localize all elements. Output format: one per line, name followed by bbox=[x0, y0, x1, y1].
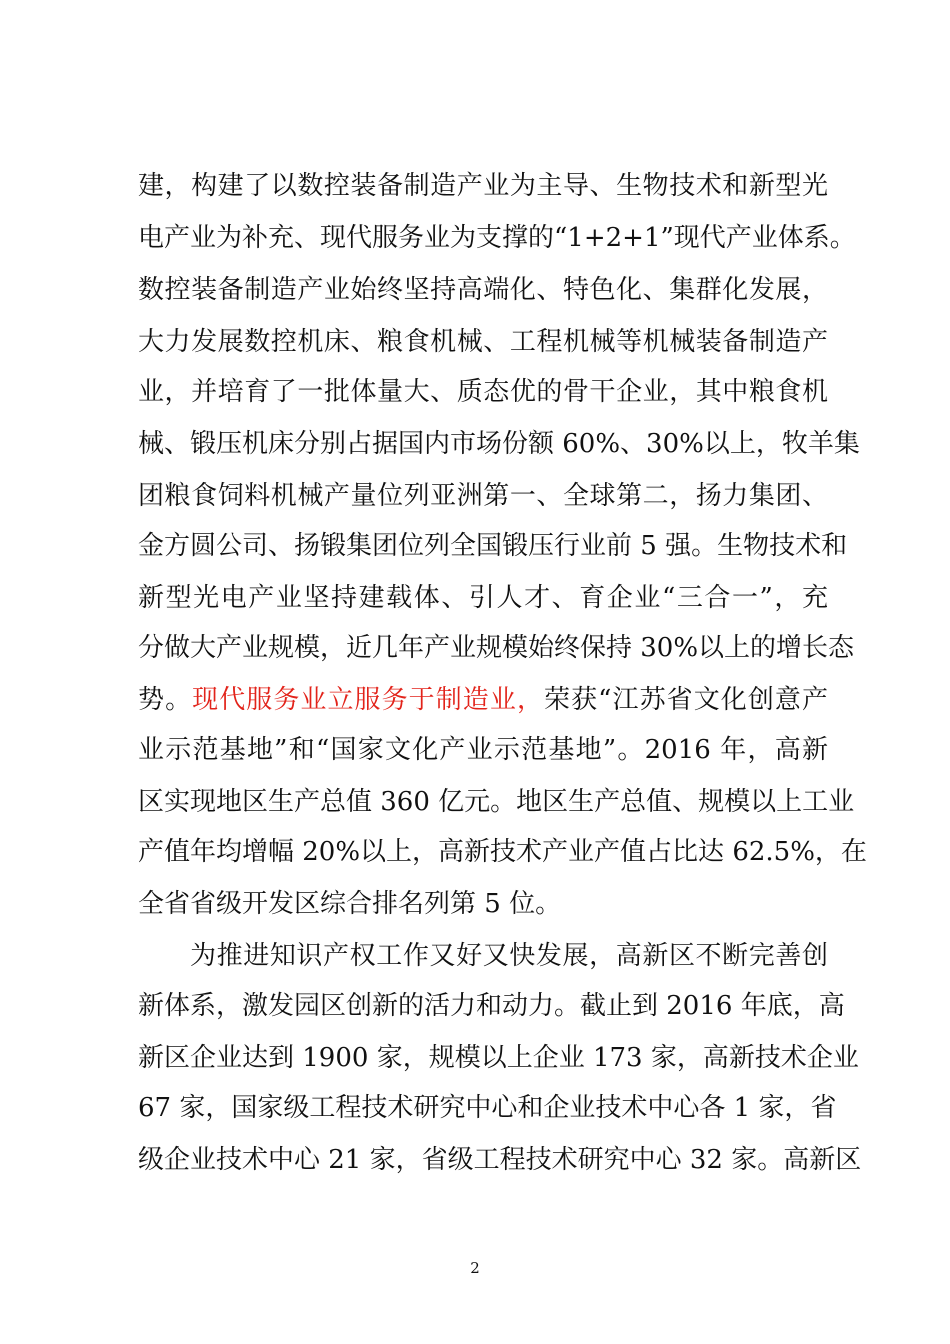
paragraph-line: 新型光电产业坚持建载体、引人才、育企业“三合一”，充 bbox=[138, 583, 828, 613]
highlighted-text: 现代服务业立服务于制造业， bbox=[192, 685, 545, 715]
line-prefix: 势。 bbox=[138, 685, 193, 715]
paragraph-line-highlighted bbox=[138, 680, 828, 720]
paragraph-line: 分做大产业规模，近几年产业规模始终保持 30%以上的增长态 bbox=[138, 633, 855, 663]
paragraph-line: 建，构建了以数控装备制造产业为主导、生物技术和新型光 bbox=[138, 171, 828, 201]
paragraph-line: 产值年均增幅 20%以上，高新技术产业产值占比达 62.5%，在 bbox=[138, 837, 867, 867]
page-number: 2 bbox=[470, 1259, 480, 1277]
paragraph-line: 区实现地区生产总值 360 亿元。地区生产总值、规模以上工业 bbox=[138, 787, 855, 817]
paragraph-line: 金方圆公司、扬锻集团位列全国锻压行业前 5 强。生物技术和 bbox=[138, 531, 848, 561]
line-suffix: 荣获“江苏省文化创意产 bbox=[544, 685, 828, 715]
paragraph-line-first: 为推进知识产权工作又好又快发展，高新区不断完善创 bbox=[190, 941, 828, 971]
paragraph-line: 团粮食饲料机械产量位列亚洲第一、全球第二，扬力集团、 bbox=[138, 481, 828, 511]
paragraph-line: 数控装备制造产业始终坚持高端化、特色化、集群化发展， bbox=[138, 275, 828, 305]
paragraph-line: 新体系，激发园区创新的活力和动力。截止到 2016 年底，高 bbox=[138, 991, 845, 1021]
paragraph-line: 新区企业达到 1900 家，规模以上企业 173 家，高新技术企业 bbox=[138, 1043, 859, 1073]
paragraph-line: 械、锻压机床分别占据国内市场份额 60%、30%以上，牧羊集 bbox=[138, 429, 860, 459]
paragraph-line: 业，并培育了一批体量大、质态优的骨干企业，其中粮食机 bbox=[138, 377, 828, 407]
paragraph-line: 业示范基地”和“国家文化产业示范基地”。2016 年，高新 bbox=[138, 735, 828, 765]
paragraph-line-last: 全省省级开发区综合排名列第 5 位。 bbox=[138, 889, 562, 919]
paragraph-line: 电产业为补充、现代服务业为支撑的“1+2+1”现代产业体系。 bbox=[138, 223, 856, 253]
paragraph-line: 级企业技术中心 21 家，省级工程技术研究中心 32 家。高新区 bbox=[138, 1145, 862, 1175]
paragraph-line: 67 家，国家级工程技术研究中心和企业技术中心各 1 家，省 bbox=[138, 1093, 837, 1123]
paragraph-line: 大力发展数控机床、粮食机械、工程机械等机械装备制造产 bbox=[138, 327, 828, 357]
